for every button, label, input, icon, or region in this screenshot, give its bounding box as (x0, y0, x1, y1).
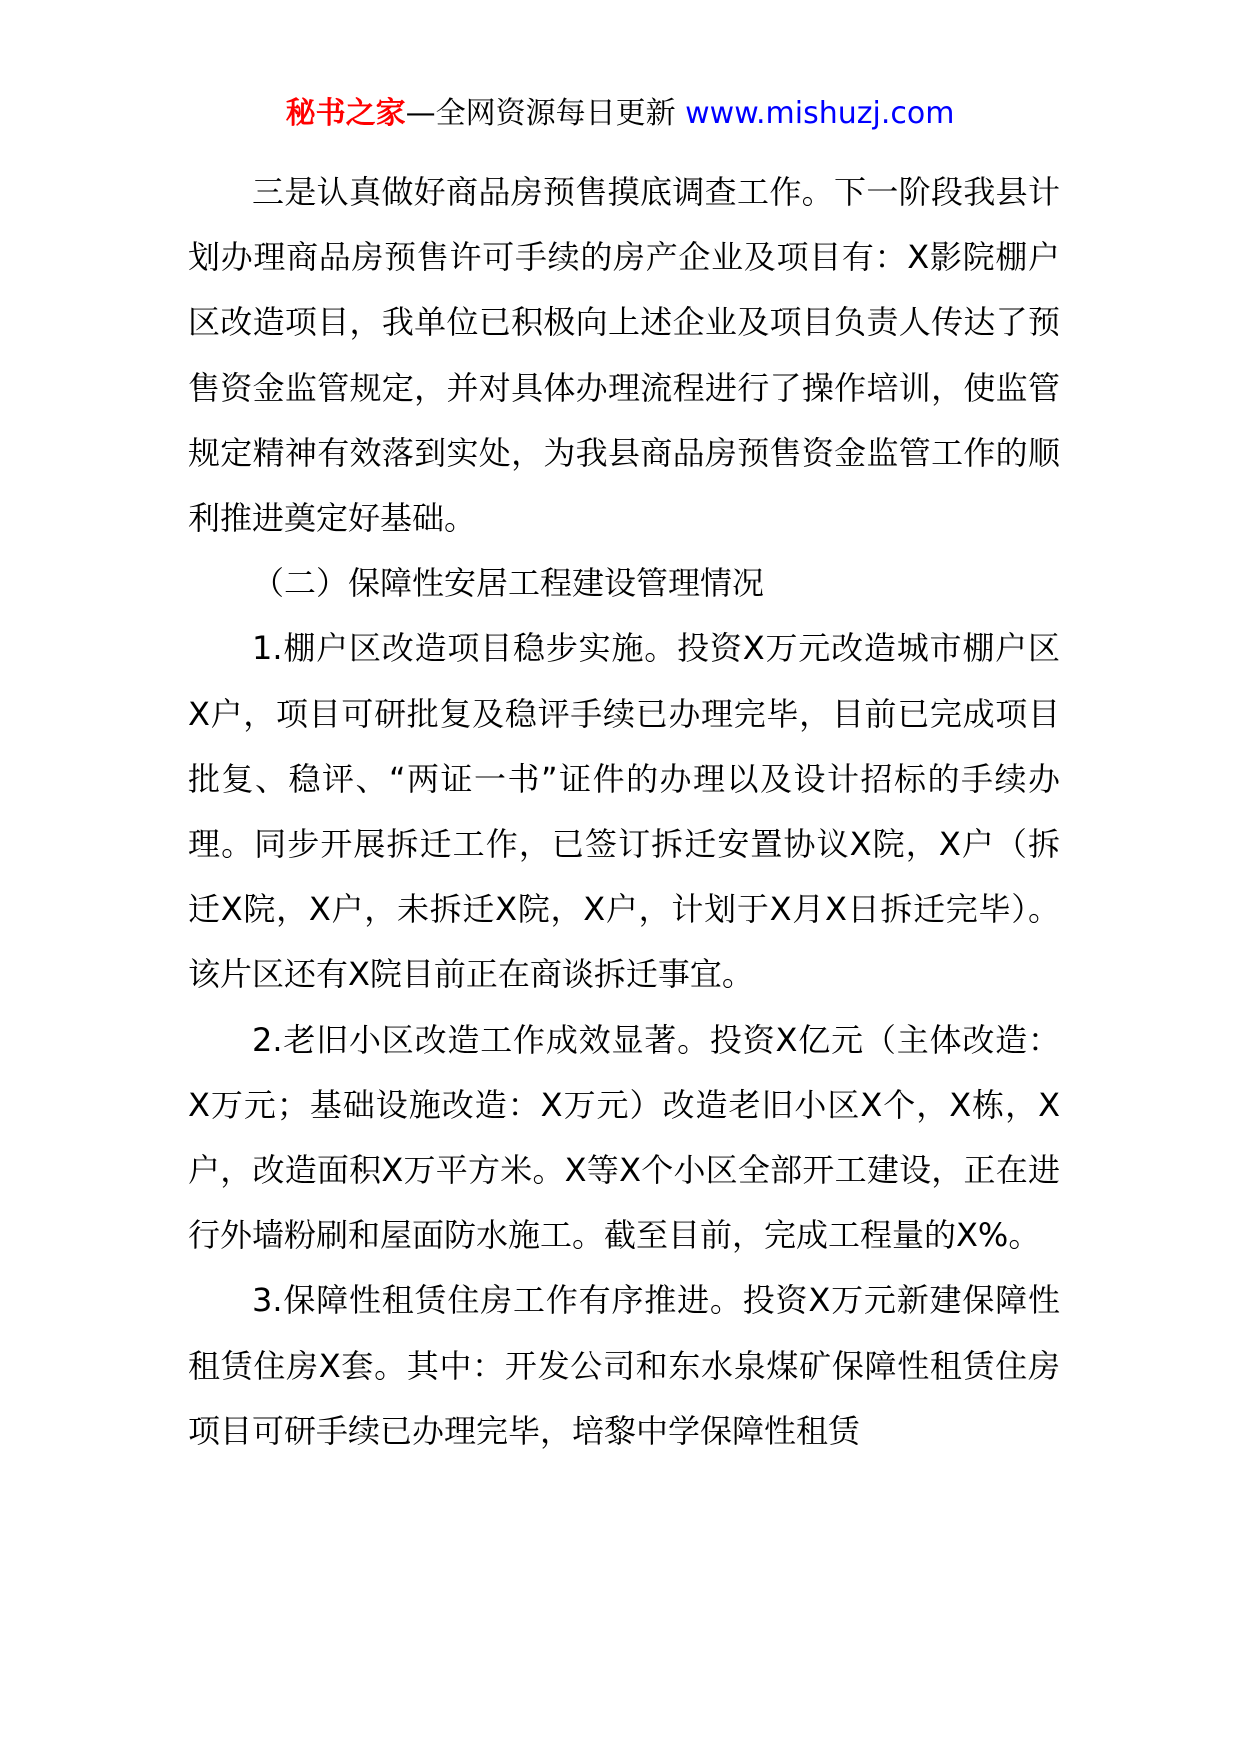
header-tagline: —全网资源每日更新 (405, 96, 686, 131)
brand-name: 秘书之家 (285, 96, 406, 131)
section-heading-housing: （二）保障性安居工程建设管理情况 (252, 564, 765, 603)
paragraph-presale-survey: 三是认真做好商品房预售摸底调查工作。下一阶段我县计划办理商品房预售许可手续的房产企业及项目有：X影院棚户区改造项目，我单位已积极向上述企业及项目负责人传达了预售资金监管规定，并对具体办理流程进行了操作培训，使监管规定精神有效落到实处，为我县商品房预售资金监管工作的顺利推进奠定好基础。 (188, 173, 1060, 538)
page-header (0, 94, 1240, 134)
paragraph-shantytown: 1.棚户区改造项目稳步实施。投资X万元改造城市棚户区X户，项目可研批复及稳评手续已办理完毕，目前已完成项目批复、稳评、“两证一书”证件的办理以及设计招标的手续办理。同步开展拆迁工作，已签订拆迁安置协议X院，X户（拆迁X院，X户，未拆迁X院，X户，计划于X月X日拆迁完毕）。该片区还有X院目前正在商谈拆迁事宜。 (188, 629, 1060, 994)
paragraph-old-community: 2.老旧小区改造工作成效显著。投资X亿元（主体改造：X万元；基础设施改造：X万元）改造老旧小区X个，X栋，X户，改造面积X万平方米。X等X个小区全部开工建设，正在进行外墙粉刷和屋面防水施工。截至目前，完成工程量的X%。 (188, 1020, 1060, 1255)
document-body (188, 160, 1060, 1464)
paragraph-rental-housing: 3.保障性租赁住房工作有序推进。投资X万元新建保障性租赁住房X套。其中：开发公司和东水泉煤矿保障性租赁住房项目可研手续已办理完毕，培黎中学保障性租赁 (188, 1281, 1060, 1450)
site-url-link[interactable]: www.mishuzj.com (685, 96, 955, 131)
